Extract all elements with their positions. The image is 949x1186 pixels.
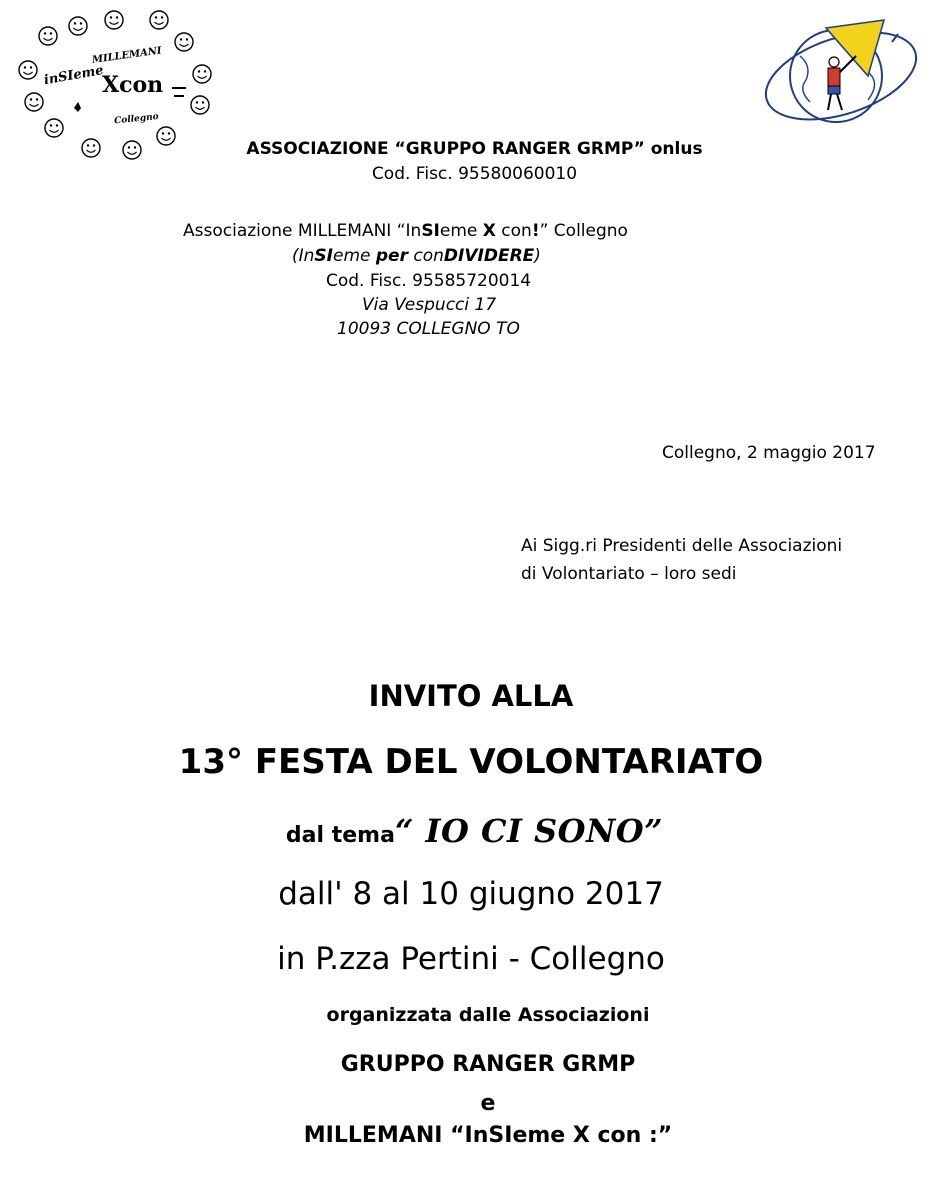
theme-prefix: dal tema [285,823,395,848]
event-theme [0,812,949,850]
association-tax-code: Cod. Fisc. 95580060010 [371,164,578,184]
organizer-1: GRUPPO RANGER GRMP [340,1052,636,1077]
smiley-icon [39,27,57,45]
smiley-icon [69,17,87,35]
smiley-icon [105,11,123,29]
smiley-icon [25,93,43,111]
millemani-motto: (InSIeme per conDIVIDERE) [292,246,541,266]
millemani-street: Via Vespucci 17 [362,295,497,315]
logo-text-millemani: MILLEMANI [91,45,163,67]
logo-text-insieme: inSIeme [42,63,105,89]
recipient-line-2: di Volontariato – loro sedi [521,564,737,584]
smiley-icon [191,96,209,114]
smiley-icon [45,119,63,137]
ranger-globe-logo [756,16,926,136]
smiley-icon [19,61,37,79]
smiley-icon [175,33,193,51]
recipient-line-1: Ai Sigg.ri Presidenti delle Associazioni [521,536,843,556]
invitation-heading: INVITO ALLA [368,679,574,713]
millemani-city: 10093 COLLEGNO TO [337,319,520,339]
logo-text-xcon: Xcon [102,72,164,98]
smiley-icon [150,11,168,29]
event-place: in P.zza Pertini - Collegno [277,941,665,977]
event-title: 13° FESTA DEL VOLONTARIATO [178,742,764,782]
organized-by: organizzata dalle Associazioni [326,1004,650,1026]
event-dates: dall' 8 al 10 giugno 2017 [278,876,664,912]
association-name: ASSOCIAZIONE “GRUPPO RANGER GRMP” onlus [246,139,703,159]
millemani-name: Associazione MILLEMANI “InSIeme X con!” Collegno [183,221,628,241]
logo-text-collegno: Collegno [113,111,160,127]
millemani-tax-code: Cod. Fisc. 95585720014 [326,271,532,291]
organizer-conjunction: e [480,1091,496,1116]
smiley-icon [193,65,211,83]
organizer-2: MILLEMANI “InSIeme X con :” [303,1123,673,1148]
letter-date: Collegno, 2 maggio 2017 [662,443,876,463]
theme-text: “ IO CI SONO” [394,812,664,850]
